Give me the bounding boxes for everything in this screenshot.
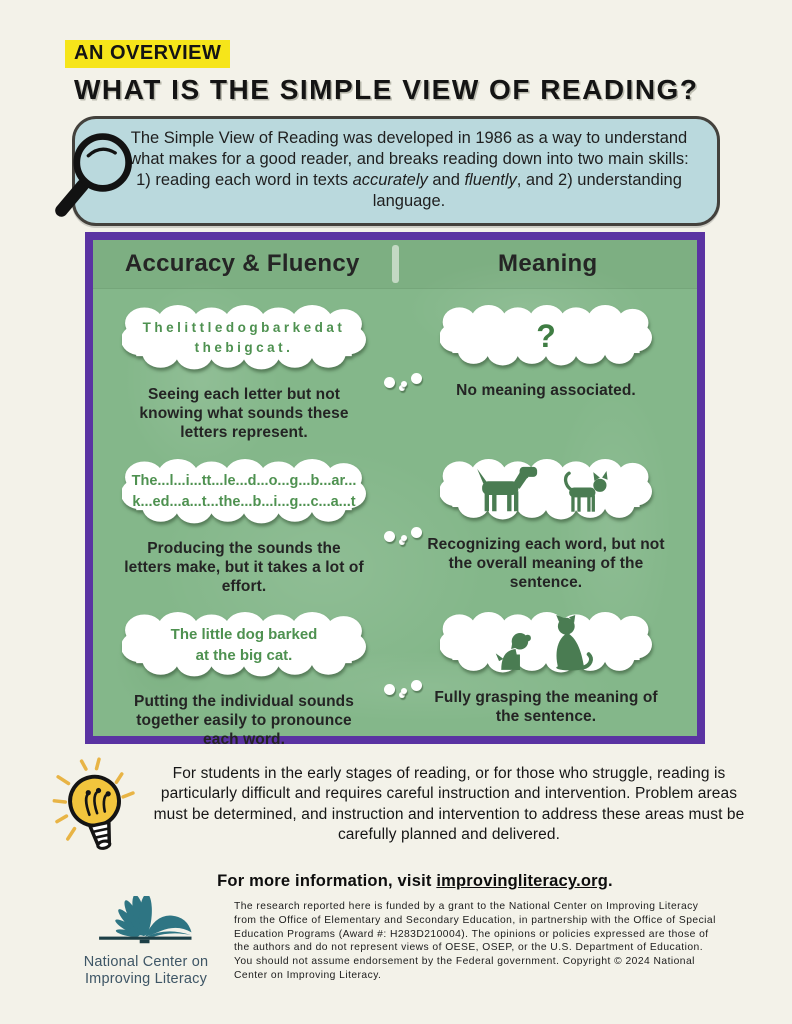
thought-bubble [122,305,366,371]
magnifying-glass-icon [48,124,144,224]
bubble-text: The...l...i...tt...le...d...o...g...b...ar... k...ed...a...t...the...b...i...g...c...a...t [131,473,357,510]
thought-bubble [122,459,366,525]
cell-sounding-out [93,443,395,597]
simple-view-matrix [85,232,705,749]
caption: Putting the individual sounds together easily to pronounce each word. [134,693,354,749]
more-info-line: For more information, visit improvingliteracy.org. [217,872,613,890]
matrix-header [93,240,697,289]
caption: Seeing each letter but not knowing what sounds these letters represent. [139,386,349,441]
page-title: WHAT IS THE SIMPLE VIEW OF READING? [74,74,699,105]
sitting-cat-icon [549,615,597,671]
thought-bubble [440,305,652,367]
bubble-text: The little dog barked at the big cat. [170,625,318,665]
logo-text: National Center on Improving Literacy [83,954,209,988]
intro-callout [72,116,720,226]
column-header-meaning: Meaning [498,250,598,277]
cell-letters-only [93,289,395,443]
intro-text: The Simple View of Reading was developed in 1986 as a way to understand what makes for a good reader, and breaks reading down into two main skills: 1) reading each word in texts accurately and fluently, and 2) understanding language. [129,129,689,211]
caption: No meaning associated. [456,382,636,399]
question-mark: ? [536,318,556,354]
intro-text-box [72,116,720,226]
cat-icon [560,471,620,515]
matrix-background [93,240,697,749]
improvingliteracy-link[interactable]: improvingliteracy.org [436,872,609,890]
open-book-fan-logo-icon [83,896,209,952]
cell-fluent-reading [93,596,395,750]
overview-label: AN OVERVIEW [65,40,230,68]
bubble-images [472,465,620,515]
note-text: For students in the early stages of reading, or for those who struggle, reading is particularly difficult and requires careful instruction and intervention. Problem areas must be determined, and instruction and intervention to address these areas must be carefully planned and delivered. [153,765,745,844]
puppy-icon [495,627,535,671]
caption: Fully grasping the meaning of the sentence. [434,689,658,726]
thought-bubble [440,612,652,674]
caption: Recognizing each word, but not the overall meaning of the sentence. [427,535,665,591]
header-divider [392,245,399,283]
bubble-text: Thelittledogbarkedat thebigcat. [142,319,346,355]
cell-full-meaning [395,596,697,750]
thought-bubble [122,612,366,678]
note-section [48,756,748,862]
caption: Producing the sounds the letters make, but it takes a lot of effort. [124,539,364,595]
lightbulb-icon [48,754,144,862]
legal-text: The research reported here is funded by a grant to the National Center on Improving Literacy from the Office of Elementary and Secondary Education, in partnership with the Office of Special Education Programs (Award #: H283D210004). The opinions or policies expressed are those of the authors and do not represent views of OESE, OSEP, or the U.S. Department of Education. You should not assume endorsement by the Federal government. Copyright © 2024 National Center on Improving Literacy. [234,901,716,981]
cell-no-meaning [395,289,697,443]
dog-icon [472,465,546,515]
bubble-images [495,615,597,671]
thought-bubble [440,459,652,521]
matrix-grid [93,289,697,749]
footer [72,892,722,988]
column-header-accuracy-fluency: Accuracy & Fluency [124,250,360,277]
cell-word-recognition [395,443,697,597]
ncil-logo [72,892,220,988]
